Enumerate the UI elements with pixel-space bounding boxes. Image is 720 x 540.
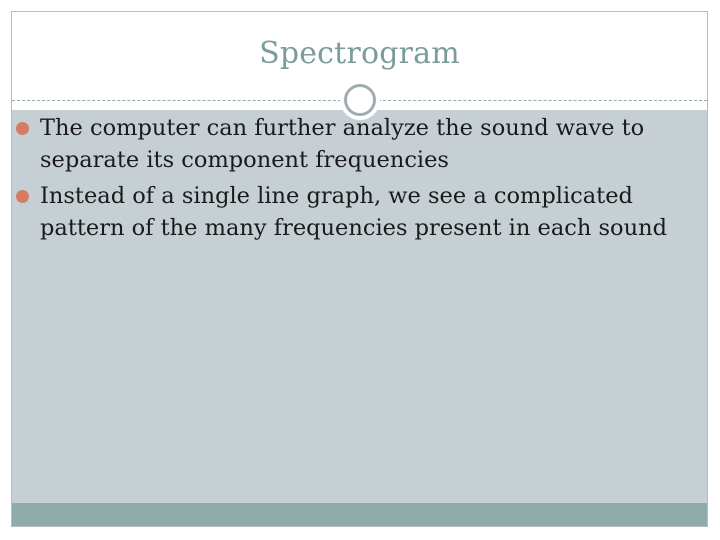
bullet-text: Instead of a single line graph, we see a complicated pattern of the many frequencies present in each sound	[40, 183, 667, 241]
bullet-dot-icon	[16, 190, 29, 203]
bullet-text: The computer can further analyze the sound wave to separate its component frequencies	[40, 115, 645, 173]
slide-title: Spectrogram	[259, 36, 460, 71]
bullet-item	[16, 180, 676, 244]
bullet-dot-icon	[16, 122, 29, 135]
bullet-item	[16, 112, 676, 176]
bullet-list	[16, 112, 676, 248]
footer-bar	[12, 503, 707, 527]
slide-frame	[11, 11, 708, 527]
